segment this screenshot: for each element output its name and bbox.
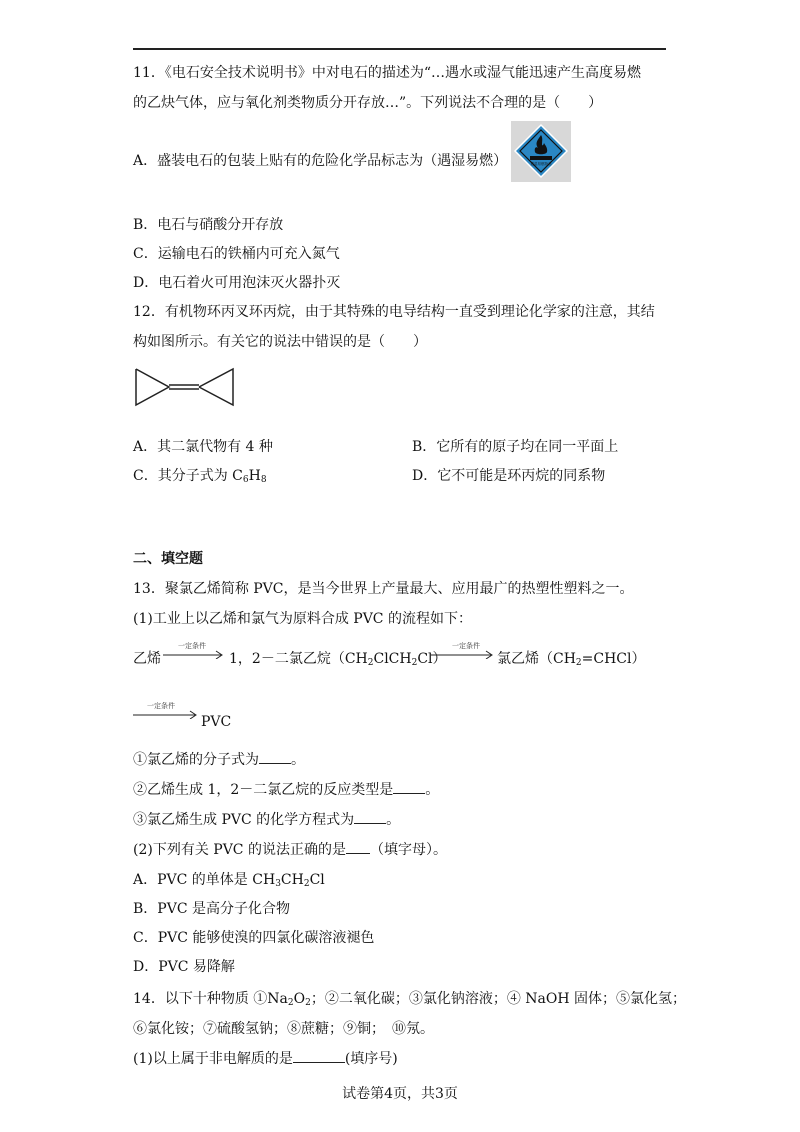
answer-blank[interactable] bbox=[354, 811, 386, 824]
flow-condition-2: 一定条件 bbox=[452, 642, 480, 650]
arrow-1-icon bbox=[163, 649, 225, 659]
q13-sub1: ①氯乙烯的分子式为 。 bbox=[133, 752, 305, 768]
q13-option-a[interactable]: A．PVC 的单体是 $CH_3CH_2Cl$ bbox=[133, 872, 325, 889]
section-title: 二、填空题 bbox=[133, 551, 203, 567]
arrow-2-icon bbox=[431, 649, 495, 659]
q13-sub2: ②乙烯生成 1，2－二氯乙烷的反应类型是 。 bbox=[133, 782, 440, 798]
q13-part2: (2)下列有关 PVC 的说法正确的是 （填字母）。 bbox=[133, 842, 447, 858]
q14-part1: (1)以上属于非电解质的是 (填序号) bbox=[133, 1051, 398, 1067]
answer-blank[interactable] bbox=[259, 751, 291, 764]
q12-option-a[interactable]: A．其二氯代物有 4 种 bbox=[133, 439, 273, 455]
q12-stem-line2: 构如图所示。有关它的说法中错误的是（ ） bbox=[133, 334, 427, 350]
flow-intermediate: 1，2－二氯乙烷$(CH_2ClCH_2Cl)$ bbox=[229, 651, 447, 668]
q11-stem-line2: 的乙炔气体，应与氧化剂类物质分开存放…”。下列说法不合理的是（ ） bbox=[133, 95, 603, 111]
header-rule bbox=[133, 48, 666, 50]
cyclopropylidenecyclopropane-structure bbox=[133, 366, 237, 408]
arrow-3-icon bbox=[133, 709, 199, 719]
q13-sub3: ③氯乙烯生成 PVC 的化学方程式为 。 bbox=[133, 812, 401, 828]
q12-stem-line1: 12．有机物环丙叉环丙烷，由于其特殊的电导结构一直受到理论化学家的注意，其结 bbox=[133, 304, 655, 320]
flow-pvc: PVC bbox=[201, 714, 232, 730]
q11-option-d[interactable]: D．电石着火可用泡沫灭火器扑灭 bbox=[133, 275, 341, 291]
answer-blank[interactable] bbox=[293, 1050, 345, 1063]
hazard-sign-image bbox=[511, 121, 571, 182]
flow-start: 乙烯 bbox=[133, 651, 161, 667]
q13-option-d[interactable]: D．PVC 易降解 bbox=[133, 959, 235, 975]
svg-text:遇湿易燃物品: 遇湿易燃物品 bbox=[530, 162, 552, 166]
flow-condition-1: 一定条件 bbox=[178, 642, 206, 650]
q13-option-c[interactable]: C．PVC 能够使溴的四氯化碳溶液褪色 bbox=[133, 930, 375, 946]
q13-option-b[interactable]: B．PVC 是高分子化合物 bbox=[133, 901, 290, 917]
page-footer: 试卷第4页，共3页 bbox=[342, 1086, 458, 1102]
q13-stem: 13．聚氯乙烯简称 PVC，是当今世界上产量最大、应用最广的热塑性塑料之一。 bbox=[133, 581, 634, 597]
q14-line1: 14．以下十种物质 $①Na_2O_2$；②二氧化碳；③氯化钠溶液；④ NaOH 固体；⑤氯化氢； bbox=[133, 991, 687, 1008]
q11-stem-line1: 11．《电石安全技术说明书》中对电石的描述为“…遇水或湿气能迅速产生高度易燃 bbox=[133, 65, 641, 81]
answer-blank[interactable] bbox=[346, 841, 370, 854]
q11-option-a[interactable]: A．盛装电石的包装上贴有的危险化学品标志为（遇湿易燃） bbox=[133, 153, 508, 169]
flow-condition-3: 一定条件 bbox=[147, 702, 175, 710]
answer-blank[interactable] bbox=[393, 781, 425, 794]
q12-option-c[interactable]: C．其分子式为 $C_6H_8$ bbox=[133, 468, 267, 485]
q12-option-b[interactable]: B．它所有的原子均在同一平面上 bbox=[412, 439, 619, 455]
q14-line2: ⑥氯化铵；⑦硫酸氢钠；⑧蔗糖；⑨铜； ⑩氖。 bbox=[133, 1021, 434, 1037]
q11-option-c[interactable]: C．运输电石的铁桶内可充入氮气 bbox=[133, 246, 340, 262]
q12-option-d[interactable]: D．它不可能是环丙烷的同系物 bbox=[412, 468, 606, 484]
hazard-diamond-icon bbox=[511, 121, 571, 182]
q11-option-b[interactable]: B．电石与硝酸分开存放 bbox=[133, 217, 284, 233]
q13-part1: (1)工业上以乙烯和氯气为原料合成 PVC 的流程如下： bbox=[133, 611, 472, 627]
flow-product: 氯乙烯$(CH_2=CHCl)$ bbox=[497, 651, 646, 668]
